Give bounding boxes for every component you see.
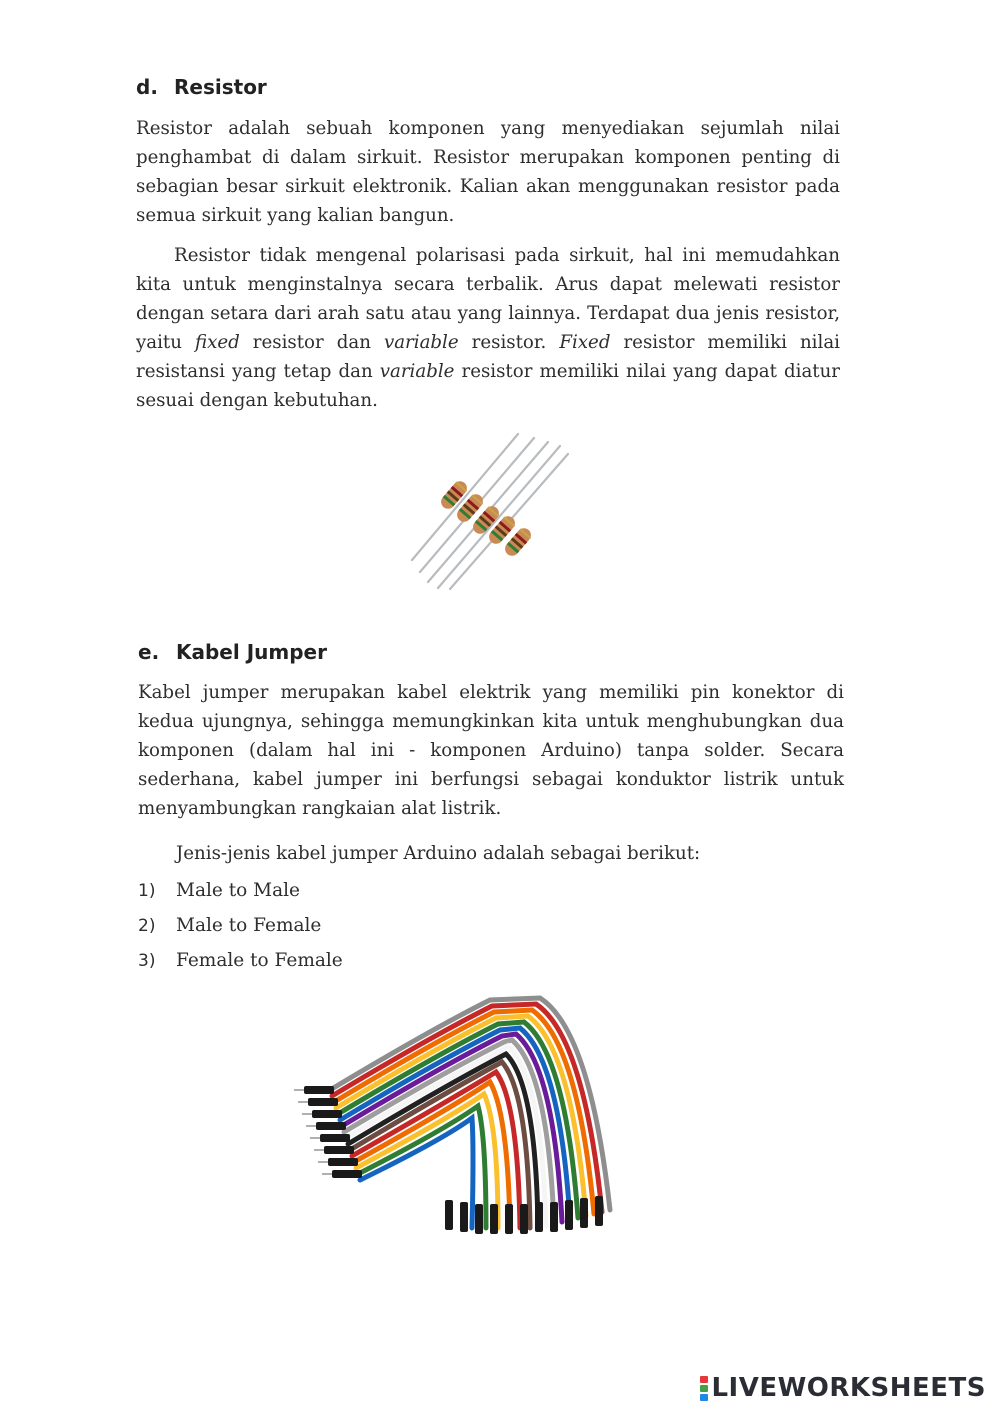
term-fixed-capital: Fixed xyxy=(559,332,611,353)
section-d-heading xyxy=(136,75,267,99)
liveworksheets-logo xyxy=(700,1372,986,1404)
logo-text: LIVEWORKSHEETS xyxy=(711,1373,986,1403)
list-text: Male to Female xyxy=(176,915,322,936)
list-item xyxy=(138,908,343,943)
list-number: 2) xyxy=(138,916,156,936)
jumper-types-list xyxy=(138,873,343,978)
section-e-heading xyxy=(138,640,327,664)
resistor-photo xyxy=(410,432,570,590)
text-run: resistor. xyxy=(458,332,560,353)
term-fixed: fixed xyxy=(194,332,240,353)
jumper-cable-photo xyxy=(290,990,635,1245)
jumper-paragraph-1: Kabel jumper merupakan kabel elektrik yang memiliki pin konektor di kedua ujungnya, sehingga memungkinkan kita untuk menghubungkan dua komponen (dalam hal ini - komponen Arduino) tanpa solder. Secara sederhana, kabel jumper ini berfungsi sebagai konduktor listrik untuk menyambungkan rangkaian alat listrik. xyxy=(138,682,844,819)
section-e-title: Kabel Jumper xyxy=(176,640,327,664)
list-number: 3) xyxy=(138,951,156,971)
liveworksheets-logo-icon xyxy=(700,1375,708,1402)
text-run: resistor dan xyxy=(239,332,384,353)
section-d-title: Resistor xyxy=(174,75,267,99)
term-variable: variable xyxy=(383,332,459,353)
section-e-letter: e. xyxy=(138,640,160,664)
term-variable: variable xyxy=(379,361,455,382)
jumper-cable-image xyxy=(290,990,635,1245)
section-d-letter: d. xyxy=(136,75,158,99)
list-item xyxy=(138,873,343,908)
list-text: Male to Male xyxy=(176,880,301,901)
jumper-paragraph-2: Jenis-jenis kabel jumper Arduino adalah sebagai berikut: xyxy=(176,843,701,864)
list-item xyxy=(138,943,343,978)
list-text: Female to Female xyxy=(176,950,343,971)
text-run: resistor memiliki nilai resistansi yang tetap dan xyxy=(136,332,840,382)
resistor-paragraph-1: Resistor adalah sebuah komponen yang menyediakan sejumlah nilai penghambat di dalam sirkuit. Resistor merupakan komponen penting di sebagian besar sirkuit elektronik. Kalian akan menggunakan resistor pada semua sirkuit yang kalian bangun. xyxy=(136,118,840,226)
text-run: Resistor tidak mengenal polarisasi pada sirkuit, hal ini memudahkan kita untuk menginstalnya secara terbalik. Arus dapat melewati resistor dengan setara dari arah satu atau yang lainnya. Terdapat dua jenis resistor, yaitu xyxy=(136,245,840,353)
text-run: resistor memiliki nilai yang dapat diatur sesuai dengan kebutuhan. xyxy=(136,361,841,411)
resistor-image xyxy=(410,432,570,590)
list-number: 1) xyxy=(138,881,156,901)
resistor-paragraph-2 xyxy=(136,241,840,415)
